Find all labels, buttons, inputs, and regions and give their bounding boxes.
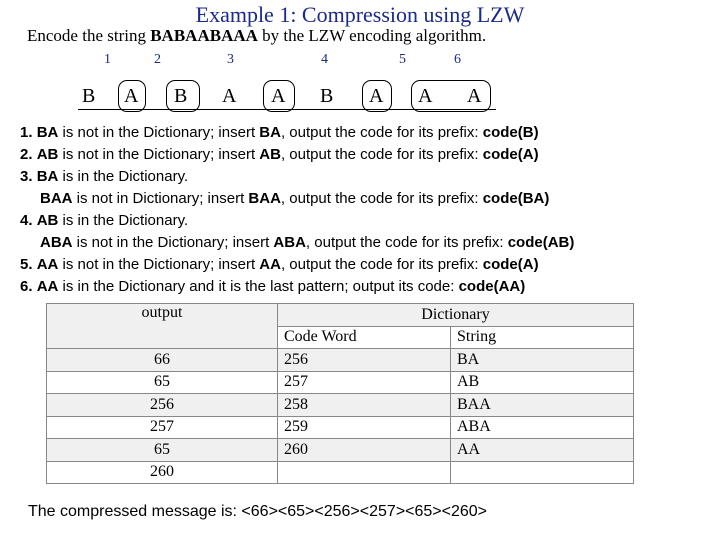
string-cell: BAA <box>451 394 634 417</box>
sequence-letter: B <box>320 85 334 107</box>
step-keyword: code(A) <box>482 256 539 273</box>
step-number: 5 <box>399 52 406 67</box>
step-text: is not in the Dictionary; insert <box>58 256 260 273</box>
step-keyword: AB <box>259 146 281 163</box>
sequence-underline <box>78 109 496 110</box>
step-keyword: AB <box>36 146 59 163</box>
step-line <box>20 188 574 210</box>
step-line <box>20 210 574 232</box>
step-keyword: AA <box>259 256 281 273</box>
sequence-letter: A <box>418 85 433 107</box>
sequence-letter: B <box>82 85 96 107</box>
output-cell: 257 <box>47 416 278 439</box>
step-number-label: 1. <box>20 124 33 141</box>
step-keyword: ABA <box>273 234 306 251</box>
step-number-label: 6. <box>20 278 33 295</box>
step-number-label: 5. <box>20 256 33 273</box>
codeword-cell: 257 <box>278 371 451 394</box>
step-text: is in the Dictionary and it is the last pattern; output its code: <box>58 278 459 295</box>
page-title: Example 1: Compression using LZW <box>195 2 525 27</box>
step-text: is not in the Dictionary; insert <box>72 234 274 251</box>
string-cell: AB <box>451 371 634 394</box>
step-text: , output the code for its prefix: <box>305 234 508 251</box>
table-row <box>47 439 634 462</box>
table-row <box>47 416 634 439</box>
codeword-cell: 258 <box>278 394 451 417</box>
table-body <box>47 349 634 484</box>
codeword-cell: 260 <box>278 439 451 462</box>
step-number-label: 2. <box>20 146 33 163</box>
step-keyword: AB <box>36 212 59 229</box>
codeword-cell <box>278 461 451 484</box>
intro-prefix: Encode the string <box>27 26 146 45</box>
sequence-letter: A <box>124 85 139 107</box>
step-keyword: code(AB) <box>507 234 575 251</box>
sequence-letter: A <box>222 85 237 107</box>
output-header: output <box>47 304 278 349</box>
step-text: , output the code for its prefix: <box>280 124 483 141</box>
output-cell: 260 <box>47 461 278 484</box>
table-row <box>47 349 634 372</box>
step-text: , output the code for its prefix: <box>280 146 483 163</box>
sequence-letter: A <box>467 85 482 107</box>
step-number-label: 3. <box>20 168 33 185</box>
step-text: , output the code for its prefix: <box>280 190 483 207</box>
output-cell: 66 <box>47 349 278 372</box>
step-keyword: AA <box>36 278 59 295</box>
step-line <box>20 232 574 254</box>
codeword-cell: 259 <box>278 416 451 439</box>
step-keyword: code(A) <box>482 146 539 163</box>
sequence-letter: B <box>174 85 188 107</box>
step-keyword: BAA <box>40 190 73 207</box>
output-cell: 65 <box>47 439 278 462</box>
step-keyword: AA <box>36 256 59 273</box>
string-cell: BA <box>451 349 634 372</box>
string-cell <box>451 461 634 484</box>
step-line <box>20 122 574 144</box>
step-keyword: ABA <box>40 234 73 251</box>
sequence-letter: A <box>369 85 384 107</box>
step-number: 3 <box>227 52 234 67</box>
step-keyword: BA <box>259 124 281 141</box>
step-keyword: BA <box>36 168 59 185</box>
string-cell: AA <box>451 439 634 462</box>
output-cell: 256 <box>47 394 278 417</box>
step-number: 2 <box>154 52 161 67</box>
step-keyword: BA <box>36 124 59 141</box>
step-text: is not in the Dictionary; insert <box>58 146 260 163</box>
step-number: 6 <box>454 52 461 67</box>
step-text: is not in Dictionary; insert <box>72 190 249 207</box>
codeword-cell: 256 <box>278 349 451 372</box>
step-number-label: 4. <box>20 212 33 229</box>
output-cell: 65 <box>47 371 278 394</box>
step-line <box>20 276 574 298</box>
step-keyword: code(AA) <box>458 278 526 295</box>
table-row <box>47 371 634 394</box>
step-text: is in the Dictionary. <box>58 168 189 185</box>
table-row <box>47 461 634 484</box>
dictionary-header: Dictionary <box>278 304 634 327</box>
step-text: is not in the Dictionary; insert <box>58 124 260 141</box>
input-string: BABAABAAA <box>150 26 258 45</box>
intro-suffix: by the LZW encoding algorithm. <box>262 26 487 45</box>
step-list <box>20 122 574 298</box>
string-header: String <box>451 326 634 349</box>
step-keyword: BAA <box>248 190 281 207</box>
step-text: is in the Dictionary. <box>58 212 189 229</box>
step-text: , output the code for its prefix: <box>280 256 483 273</box>
step-line <box>20 254 574 276</box>
step-number: 1 <box>104 52 111 67</box>
intro-text <box>27 26 486 46</box>
step-line <box>20 166 574 188</box>
step-keyword: code(BA) <box>482 190 550 207</box>
sequence-letter: A <box>271 85 286 107</box>
table-row <box>47 394 634 417</box>
step-line <box>20 144 574 166</box>
compressed-message: The compressed message is: <66><65><256><257><65><260> <box>28 503 488 520</box>
step-keyword: code(B) <box>482 124 539 141</box>
string-cell: ABA <box>451 416 634 439</box>
step-number: 4 <box>321 52 328 67</box>
lzw-table <box>46 303 634 484</box>
codeword-header: Code Word <box>278 326 451 349</box>
